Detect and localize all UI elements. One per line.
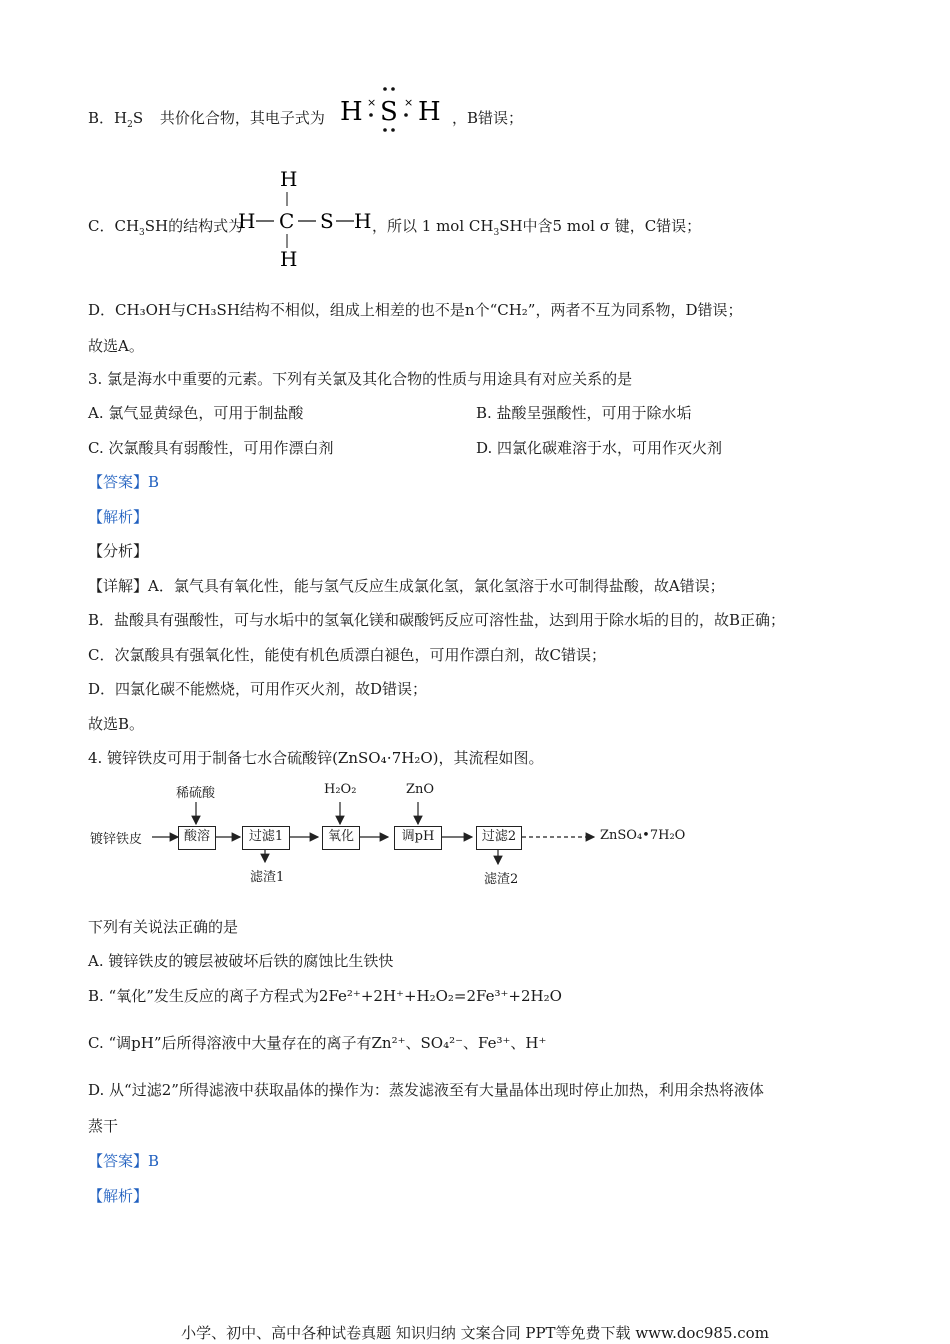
ch3sh-s: S [320,209,334,233]
q4-option-b: B. “氧化”发生反应的离子方程式为2Fe²⁺+2H⁺+H₂O₂=2Fe³⁺+2H₂O [88,987,562,1005]
q4-answer: 【答案】B [88,1152,160,1170]
h2s-s: S [380,97,398,127]
q3-option-c: C. 次氯酸具有弱酸性，可用作漂白剂 [88,439,334,457]
q4-sub-stem: 下列有关说法正确的是 [88,918,239,936]
h2s-dot [369,113,373,117]
c-suffix-line [372,216,701,243]
q3-fenxi: 【分析】 [88,542,149,560]
q3-option-a: A. 氯气显黄绿色，可用于制盐酸 [88,404,304,422]
c-mid2: ，所以 1 mol CH [372,217,494,235]
ch3sh-left-h: H [238,209,256,233]
flow-step-filter1: 过滤1 [242,826,290,850]
ch3sh-bottom-h: H [280,247,298,271]
flow-step-filter2: 过滤2 [476,826,522,850]
ch3sh-right-h: H [354,209,372,233]
h2s-dot [404,113,408,117]
conclusion-b: 故选B。 [88,715,145,733]
c-mid1: SH的结构式为 [144,217,244,235]
c-prefix: C．CH [88,217,140,235]
q3-stem: 3. 氯是海水中重要的元素。下列有关氯及其化合物的性质与用途具有对应关系的是 [88,370,633,388]
c-sub2: 3 [493,228,500,238]
q3-detail-a: 【详解】A．氯气具有氧化性，能与氢气反应生成氯化氢，氯化氢溶于水可制得盐酸，故A错误； [88,577,725,595]
flow-step-ph: 调pH [394,826,442,850]
b-s: S [132,109,144,127]
flow-step-acid: 酸溶 [178,826,216,850]
b-suffix: ，B错误； [452,109,524,127]
b-suffix-line [452,108,523,128]
q4-option-d-line2: 蒸干 [88,1117,119,1135]
ch3sh-top-h: H [280,167,298,191]
h2s-dot [391,87,395,91]
h2s-dot [383,87,387,91]
q3-detail-b: B．盐酸具有强酸性，可与水垢中的氢氧化镁和碳酸钙反应可溶性盐，达到用于除水垢的目的，故B正确； [88,611,786,629]
h2s-left-h: H [340,97,363,127]
q4-stem: 4. 镀锌铁皮可用于制备七水合硫酸锌(ZnSO₄⋅7H₂O)，其流程如图。 [88,749,544,767]
q3-option-b: B. 盐酸呈强酸性，可用于除水垢 [476,404,692,422]
q3-detail-d: D．四氯化碳不能燃烧，可用作灭火剂，故D错误； [88,680,428,698]
q3-detail-c: C．次氯酸具有强氧化性，能使有机色质漂白褪色，可用作漂白剂，故C错误； [88,646,606,664]
b-sub: 2 [127,120,133,130]
c-end: SH中含5 mol σ 键，C错误； [499,217,702,235]
q4-option-c: C. “调pH”后所得溶液中大量存在的离子有Zn²⁺、SO₄²⁻、Fe³⁺、H⁺ [88,1034,547,1052]
process-flow-diagram [88,778,688,888]
b-prefix: B．H [88,109,128,127]
flow-step-oxidize: 氧化 [322,826,360,850]
c-sub1: 3 [139,228,145,238]
h2s-electron-formula [338,84,448,136]
flow-reagent2: H₂O₂ [324,782,357,797]
flow-start: 镀锌铁皮 [90,832,143,847]
flow-residue2: 滤渣2 [484,872,519,887]
option-c-ch3sh-line [88,216,243,243]
h2s-x-left: × [367,96,377,109]
ch3sh-c: C [279,209,295,233]
q4-jiexi: 【解析】 [88,1187,149,1205]
h2s-right-h: H [418,97,441,127]
option-d-line: D．CH₃OH与CH₃SH结构不相似，组成上相差的也不是n个“CH₂”，两者不互为同系物，D错误； [88,301,743,319]
q3-option-d: D. 四氯化碳难溶于水，可用作灭火剂 [476,439,723,457]
flow-reagent1: 稀硫酸 [176,786,216,801]
ch3sh-structural-formula [236,162,376,272]
flow-product: ZnSO₄•7H₂O [600,828,686,843]
conclusion-a: 故选A。 [88,337,144,355]
page-footer[interactable]: 小学、初中、高中各种试卷真题 知识归纳 文案合同 PPT等免费下载 www.doc985.com [181,1324,769,1342]
option-b-h2s-line [88,108,325,135]
b-mid: 共价化合物，其电子式为 [159,109,325,127]
q4-option-d-line1: D. 从“过滤2”所得滤液中获取晶体的操作为：蒸发滤液至有大量晶体出现时停止加热，利用余热将液体 [88,1081,764,1099]
h2s-x-right: × [404,96,414,109]
h2s-dot [391,128,395,132]
h2s-dot [383,128,387,132]
q3-jiexi: 【解析】 [88,508,149,526]
flow-reagent3: ZnO [406,782,435,797]
q3-answer: 【答案】B [88,473,160,491]
flow-residue1: 滤渣1 [250,870,285,885]
q4-option-a: A. 镀锌铁皮的镀层被破坏后铁的腐蚀比生铁快 [88,952,394,970]
